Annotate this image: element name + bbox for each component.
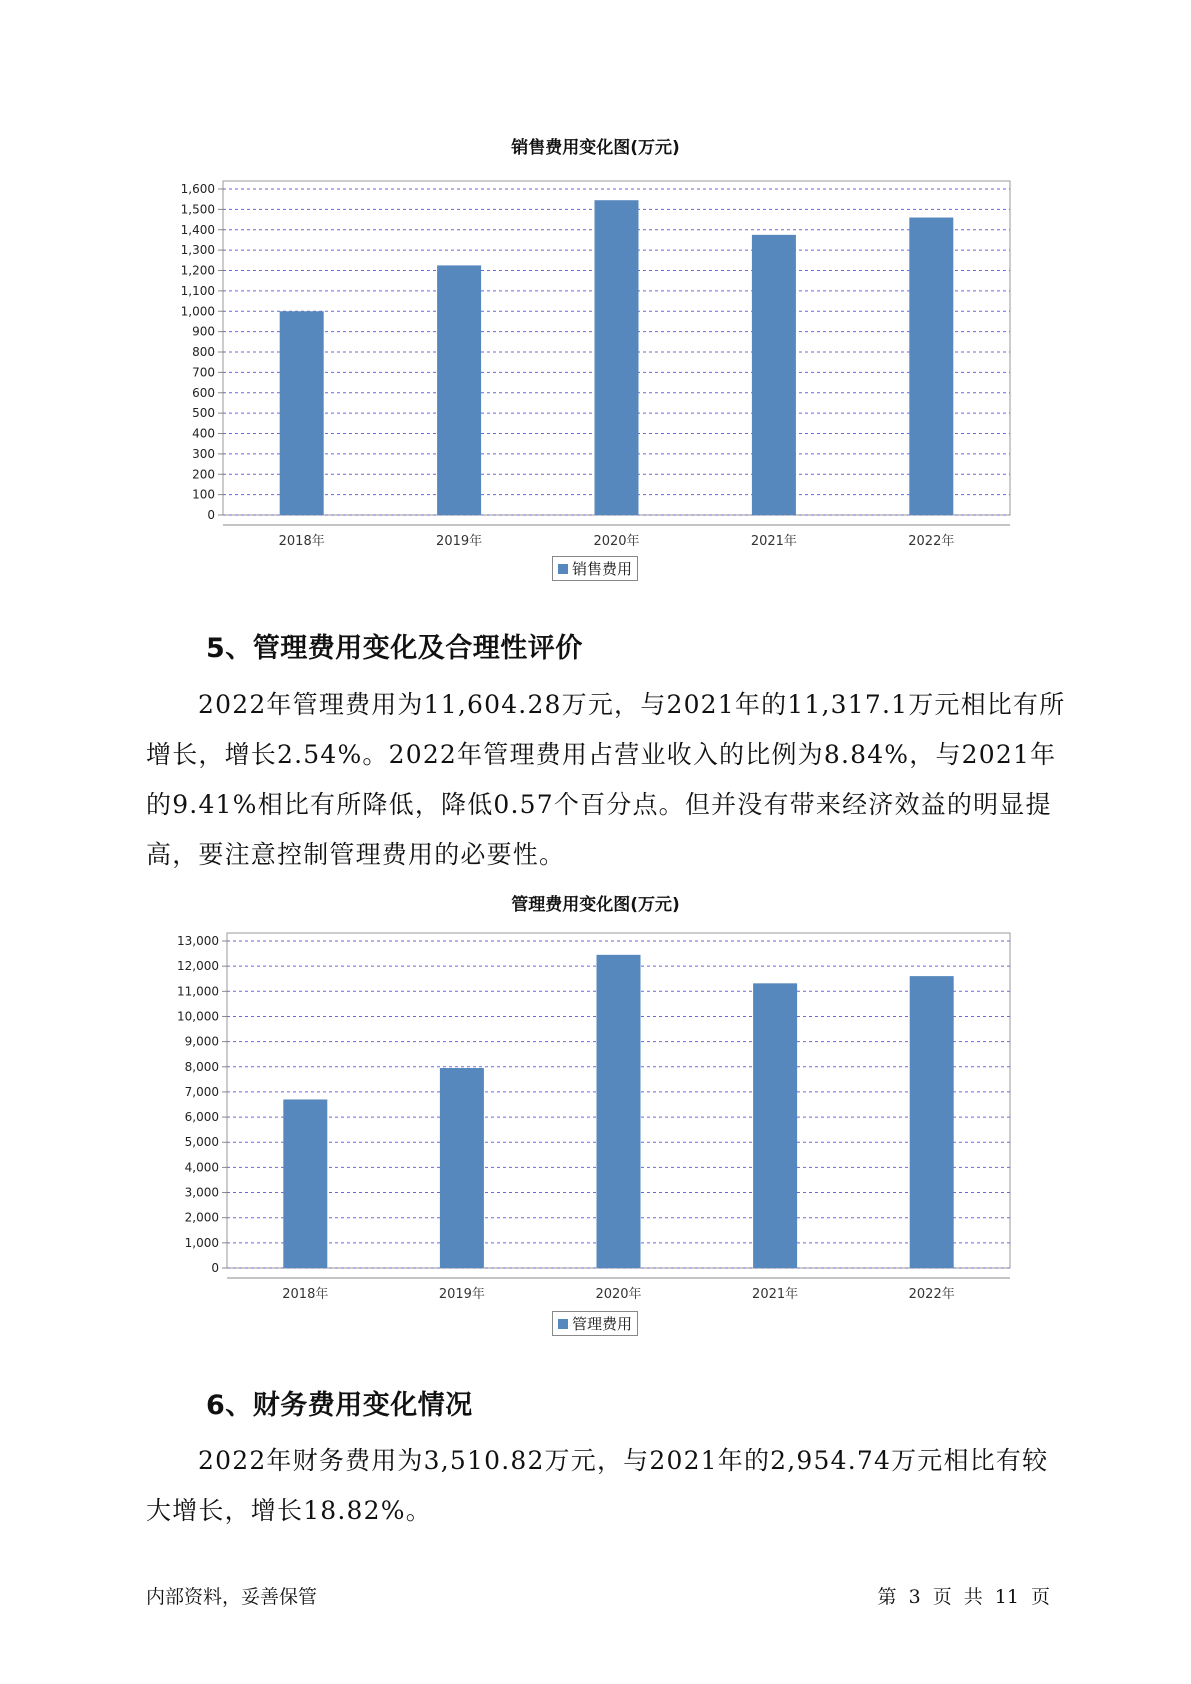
footer-confidential-note: 内部资料，妥善保管 bbox=[146, 1586, 318, 1608]
legend-swatch bbox=[558, 564, 568, 574]
y-tick-label: 600 bbox=[192, 385, 215, 400]
bar-2021年 bbox=[752, 235, 796, 515]
y-tick-label: 10,000 bbox=[177, 1009, 219, 1024]
bar-2018年 bbox=[280, 311, 324, 515]
y-tick-label: 1,200 bbox=[180, 263, 215, 278]
bar-2020年 bbox=[595, 200, 639, 515]
bar-2022年 bbox=[909, 218, 953, 515]
bar-2022年 bbox=[910, 976, 954, 1268]
y-tick-label: 1,400 bbox=[180, 222, 215, 237]
y-tick-label: 400 bbox=[192, 426, 215, 441]
chart1-sales-expense bbox=[0, 160, 1191, 680]
chart2-admin-expense bbox=[0, 920, 1191, 1310]
footer-page-number: 第 3 页 共 11 页 bbox=[877, 1586, 1050, 1608]
y-tick-label: 1,000 bbox=[180, 304, 215, 319]
bar-2019年 bbox=[437, 265, 481, 515]
chart2-title: 管理费用变化图(万元) bbox=[511, 895, 680, 915]
y-tick-label: 900 bbox=[192, 324, 215, 339]
y-tick-label: 200 bbox=[192, 467, 215, 482]
y-tick-label: 100 bbox=[192, 487, 215, 502]
x-tick-label: 2018年 bbox=[278, 534, 325, 549]
section6-heading: 6、财务费用变化情况 bbox=[206, 1390, 473, 1421]
x-tick-label: 2022年 bbox=[908, 534, 955, 549]
bar-2020年 bbox=[597, 955, 641, 1268]
x-tick-label: 2021年 bbox=[750, 534, 797, 549]
y-tick-label: 6,000 bbox=[184, 1110, 219, 1125]
section5-heading: 5、管理费用变化及合理性评价 bbox=[206, 633, 583, 664]
x-tick-label: 2022年 bbox=[908, 1287, 955, 1302]
y-tick-label: 300 bbox=[192, 446, 215, 461]
x-tick-label: 2019年 bbox=[436, 534, 483, 549]
y-tick-label: 12,000 bbox=[177, 959, 219, 974]
y-tick-label: 8,000 bbox=[184, 1059, 219, 1074]
x-tick-label: 2018年 bbox=[282, 1287, 329, 1302]
x-tick-label: 2020年 bbox=[593, 534, 640, 549]
x-tick-label: 2021年 bbox=[752, 1287, 799, 1302]
y-tick-label: 1,300 bbox=[180, 243, 215, 258]
chart1-legend bbox=[552, 556, 638, 581]
y-tick-label: 800 bbox=[192, 345, 215, 359]
y-tick-label: 1,600 bbox=[180, 182, 215, 196]
y-tick-label: 9,000 bbox=[184, 1034, 219, 1049]
y-tick-label: 7,000 bbox=[184, 1084, 219, 1099]
y-tick-label: 500 bbox=[192, 406, 215, 421]
y-tick-label: 1,100 bbox=[180, 283, 215, 298]
bar-2019年 bbox=[440, 1068, 484, 1268]
y-tick-label: 0 bbox=[207, 508, 215, 522]
legend-swatch bbox=[558, 1319, 568, 1329]
y-tick-label: 11,000 bbox=[177, 984, 219, 999]
y-tick-label: 3,000 bbox=[184, 1185, 219, 1200]
chart2-legend-label: 管理费用 bbox=[572, 1315, 633, 1333]
y-tick-label: 2,000 bbox=[184, 1210, 219, 1225]
y-tick-label: 1,000 bbox=[184, 1235, 219, 1250]
y-tick-label: 5,000 bbox=[184, 1135, 219, 1150]
x-tick-label: 2020年 bbox=[595, 1287, 642, 1302]
bar-2018年 bbox=[283, 1099, 327, 1268]
y-tick-label: 1,500 bbox=[180, 202, 215, 217]
section5-paragraph: 2022年管理费用为11,604.28万元，与2021年的11,317.1万元相比有所增长，增长2.54%。2022年管理费用占营业收入的比例为8.84%，与2021年的9.41%相比有所降低，降低0.57个百分点。但并没有带来经济效益的明显提高，要注意控制管理费用的必要性。 bbox=[146, 690, 1066, 869]
x-tick-label: 2019年 bbox=[438, 1287, 485, 1302]
chart2-legend bbox=[552, 1311, 638, 1336]
section6-paragraph: 2022年财务费用为3,510.82万元，与2021年的2,954.74万元相比有较大增长，增长18.82%。 bbox=[146, 1446, 1049, 1525]
y-tick-label: 4,000 bbox=[184, 1160, 219, 1175]
y-tick-label: 13,000 bbox=[177, 934, 219, 948]
bar-2021年 bbox=[753, 983, 797, 1268]
y-tick-label: 700 bbox=[192, 365, 215, 380]
y-tick-label: 0 bbox=[211, 1261, 219, 1275]
chart1-title: 销售费用变化图(万元) bbox=[511, 138, 680, 158]
chart1-legend-label: 销售费用 bbox=[572, 560, 633, 578]
